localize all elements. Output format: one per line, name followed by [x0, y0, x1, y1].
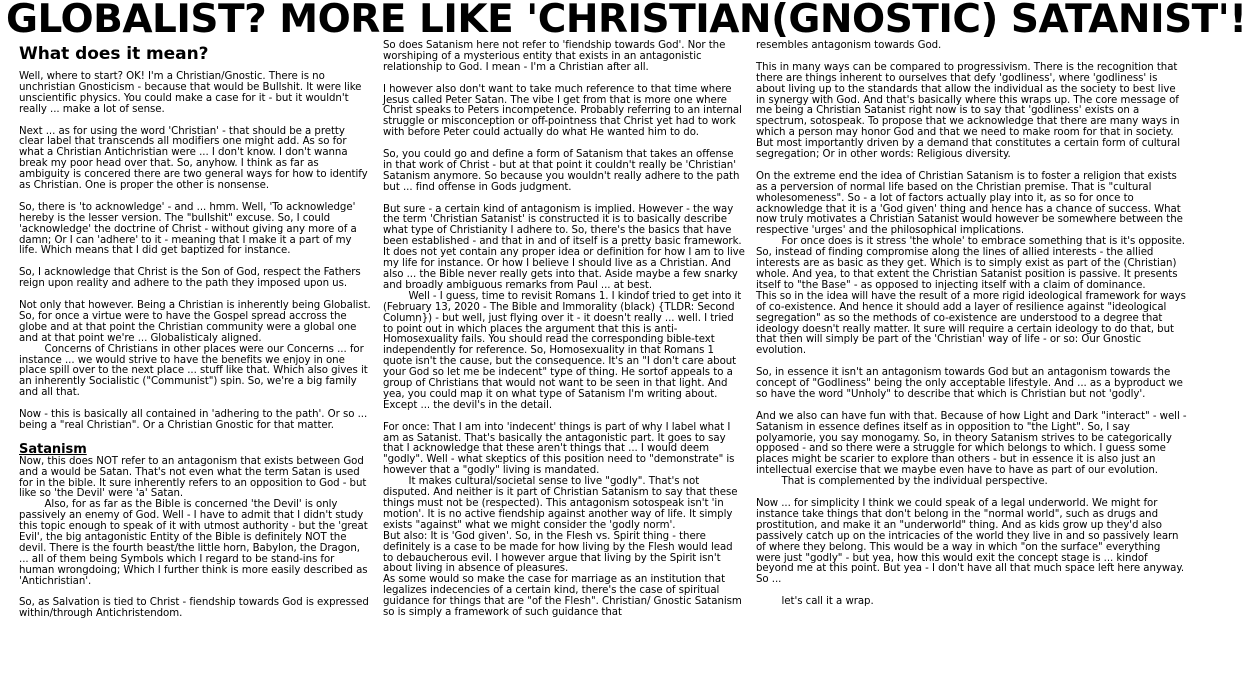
paragraph: let's call it a wrap.: [756, 596, 874, 608]
paragraph: So, there is 'to acknowledge' - and ... hmm. Well, 'To acknowledge' hereby is the lesser version. The "bullshit" excuse. So, I could 'acknowledge' the doctrine of Christ - without giving any more of a damn; Or I can 'adhere' to it - meaning that I make it a part of my life. Which means that I did get baptized for instance.: [19, 201, 360, 257]
paragraph: This so in the idea will have the result of a more rigid ideological framework for ways of co-existence. And hence it should add a layer of resilience against "ideological segregation" as so the methods of co-existence are understood to a degree that ideology doesn't really matter. It sure will require a certain ideology to do that, but that then will simply be part of the 'Christian' way of life - or so: Our Gnostic evolution.: [756, 290, 1190, 357]
paragraph: On the extreme end the idea of Christian Satanism is to foster a religion that exists as a perversion of normal life based on the Christian premise. That is "cultural wholesomeness". So - a lot of factors actually play into it, as so for once to acknowledge that it is a 'God given' thing and hence has a chance of success. What now truly motivates a Christian Satanist would however be somewhere between the respective 'urges' and the philosophical implications.: [756, 170, 1187, 237]
paragraph: Now ... for simplicity I think we could speak of a legal underworld. We might for instance take things that don't belong in the "normal world", such as drugs and prostitution, and make it an "underworld" thing. And as kids grow up they'd also passively catch up on the intricacies of the world they live in and so passively learn of where they belong. This would be a way in which "on the surface" everything were just "godly" - but yea, how this would exit the concept stage is ... kindof beyond me at this point. But yea - I don't have all that much space left here anyway. So ...: [756, 497, 1188, 586]
page-title: GLOBALIST? MORE LIKE 'CHRISTIAN(GNOSTIC) SATANIST'!: [6, 0, 1247, 42]
paragraph: Not only that however. Being a Christian is inherently being Globalist. So, for once a virtue were to have the Gospel spread accross the globe and at that point the Christian community were a global one and at that point we're ... Globalisticaly aligned.: [19, 299, 374, 344]
paragraph: Concerns of Christians in other places were our Concerns ... for instance ... we would strive to have the benefits we enjoy in one place spill over to the next place ... stuff like that. Which also gives it an inherently Socialistic ("Communist") spin. So, we're a big family and all that.: [19, 343, 371, 399]
paragraph: But also: It is 'God given'. So, in the Flesh vs. Spirit thing - there definitely is a case to be made for how living by the Flesh would lead to debaucherous evil. I however argue that living by the Spirit isn't about living in absence of pleasures.: [383, 530, 736, 575]
text-column-3: [756, 40, 1190, 675]
paragraph: As some would so make the case for marriage as an institution that legalizes indecencies of a certain kind, there's the case of spiritual guidance for things that are "of the Flesh". Christian/ Gnostic Satanism so is simply a framework of such guidance that: [383, 574, 745, 619]
paragraph: Now, this does NOT refer to an antagonism that exists between God and a would be Satan. That's not even what the term Satan is used for in the bible. It sure inherently refers to an opposition to God - but like so 'the Devil' were 'a' Satan.: [19, 455, 370, 500]
paragraph: So, you could go and define a form of Satanism that takes an offense in that work of Christ - but at that point it couldn't really be 'Christian' Satanism anymore. So because you wouldn't really adhere to the path but ... find offense in Gods judgment.: [383, 149, 743, 193]
paragraph: Now - this is basically all contained in 'adhering to the path'. Or so ... being a "real Christian". Or a Christian Gnostic for that matter.: [19, 409, 371, 431]
paragraph: Next ... as for using the word 'Christian' - that should be a pretty clear label that transcends all modifiers one might add. As so for what a Christian Antichristian were ... I don't know. I don't wanna break my poor head over that. So, anyhow. I think as far as ambiguity is concered there are two general ways for how to identify as Christian. One is proper the other is nonsense.: [19, 125, 371, 192]
paragraph: But sure - a certain kind of antagonism is implied. However - the way the term 'Christian Satanist' is constructed it is to basically describe what type of Christianity I adhere to. So, there's the basics that have been established - and that in and of itself is a pretty basic framework. It does not yet contain any proper idea or definition for how I am to live my life for instance. Or how I believe I should live as a Christian. And also ... the Bible never really gets into that. Aside maybe a few snarky and broadly ambiguous remarks from Paul ... at best.: [383, 203, 749, 291]
section-heading-what-does-it-mean: What does it mean?: [19, 44, 209, 64]
paragraph: That is complemented by the individual perspective.: [756, 476, 1048, 488]
paragraph: For once: That I am into 'indecent' things is part of why I label what I am as Satanist. That's basically the antagonistic part. It goes to say that I acknowledge that these aren't things that ... I would deem "godly". Well - what skeptics of this position need to "demonstrate" is however that a "godly" living is mandated.: [383, 421, 738, 477]
paragraph: For once does is it stress 'the whole' to embrace something that is it's opposite. So, instead of finding compromise along the lines of allied interests - the allied interests are as basic as they get. Which is to simply exist as part of the (Christian) whole. And yea, to that extent the Christian Satanist position is passive. It presents itself to "the Base" - as opposed to injecting itself with a claim of dominance.: [756, 236, 1189, 291]
paragraph: Also, for as far as the Bible is concerned 'the Devil' is only passively an enemy of God. Well - I have to admit that I didn't study this topic enough to speak of it with utmost authority - but the 'great Evil', the big antagonistic Entity of the Bible is definitely NOT the devil. There is the fourth beast/the little horn, Babylon, the Dragon, ... all of them being Symbols which I regard to be stand-ins for human wrongdoing; Which I further think is more easily described as 'Antichristian'.: [19, 499, 371, 587]
text-column-1: [19, 44, 372, 678]
paragraph: Well, where to start? OK! I'm a Christian/Gnostic. There is no unchristian Gnosticism - because that would be Bullshit. It were like unscientific physics. You could make a case for it - but it wouldn't really ... make a lot of sense.: [19, 71, 365, 115]
paragraph: So does Satanism here not refer to 'fiendship towards God'. Nor the worshiping of a mysterious entity that exists in an antagonistic relationship to God. I mean - I'm a Christian after all.: [383, 40, 729, 73]
paragraph: This in many ways can be compared to progressivism. There is the recognition that there are things inherent to ourselves that defy 'godliness', where 'godliness' is about living up to the standards that allow the individual as the society to best live in synergy with God. And that's basically where this wraps up. The core message of me being a Christian Satanist right now is to say that 'godliness' exists on a spectrum, sotospeak. To propose that we acknowledge that there are many ways in which a person may honor God and that we need to make room for that in society. But most importantly driven by a demand that constitutes a certain form of cultural segregation; Or in other words: Religious diversity.: [756, 61, 1184, 161]
paragraph: I however also don't want to take much reference to that time where Jesus called Peter Satan. The vibe I get from that is more one where Christ speaks to Peters incompetence. Probably referring to an internal struggle or misconception or off-pointness that Christ yet had to work with before Peter could actually do what He wanted him to do.: [383, 83, 746, 139]
paragraph: So, in essence it isn't an antagonism towards God but an antagonism towards the concept of "Godliness" being the only acceptable lifestyle. And ... as a byproduct we so have the word "Unholy" to describe that which is Christian but not 'godly'.: [756, 367, 1187, 400]
text-column-2: [383, 40, 749, 675]
paragraph: Well - I guess, time to revisit Romans 1. I kindof tried to get into it (February 13, 2020 - The Bible and Immorality (black) {TLDR: Second Column}) - but well, just flying over it - it doesn't really ... well. I tried to point out in which places the argument that this is anti-Homosexuality fails. You should read the corresponding bible-text independently for reference. So, Homosexuality in that Romans 1 quote isn't the cause, but the consequence. It's an "I don't care about your God so let me be indecent" type of thing. He sortof appeals to a group of Christians that would not want to be seen in that light. And yea, you could map it on what type of Satanism I'm writing about. Except ... the devil's in the detail.: [383, 290, 745, 411]
paragraph: And we also can have fun with that. Because of how Light and Dark "interact" - well - Satanism in essence defines itself as in opposition to "the Light". So, I say polyamorie, you say monogamy. So, in theory Satanism strives to be categorically opposed - and so there were a struggle for which belongs to which. I guess some places might be scarier to explore than others - but in essence it is also just an intellectual exercise that we maybe even have to have as part of our evolution.: [756, 410, 1190, 477]
paragraph: So, as Salvation is tied to Christ - fiendship towards God is expressed within/through Antichristendom.: [19, 597, 372, 620]
section-heading-satanism: Satanism: [19, 441, 87, 457]
paragraph: It makes cultural/societal sense to live "godly". That's not disputed. And neither is it part of Christian Satanism to say that these things must not be (respected). This antagonism sotospeak isn't 'in motion'. It is no active fiendship against another way of life. It simply exists "against" what we might consider the 'godly norm'.: [383, 476, 741, 531]
paragraph: resembles antagonism towards God.: [756, 40, 942, 51]
paragraph: So, I acknowledge that Christ is the Son of God, respect the Fathers reign upon reality and adhere to the path they imposed upon us.: [19, 267, 364, 290]
